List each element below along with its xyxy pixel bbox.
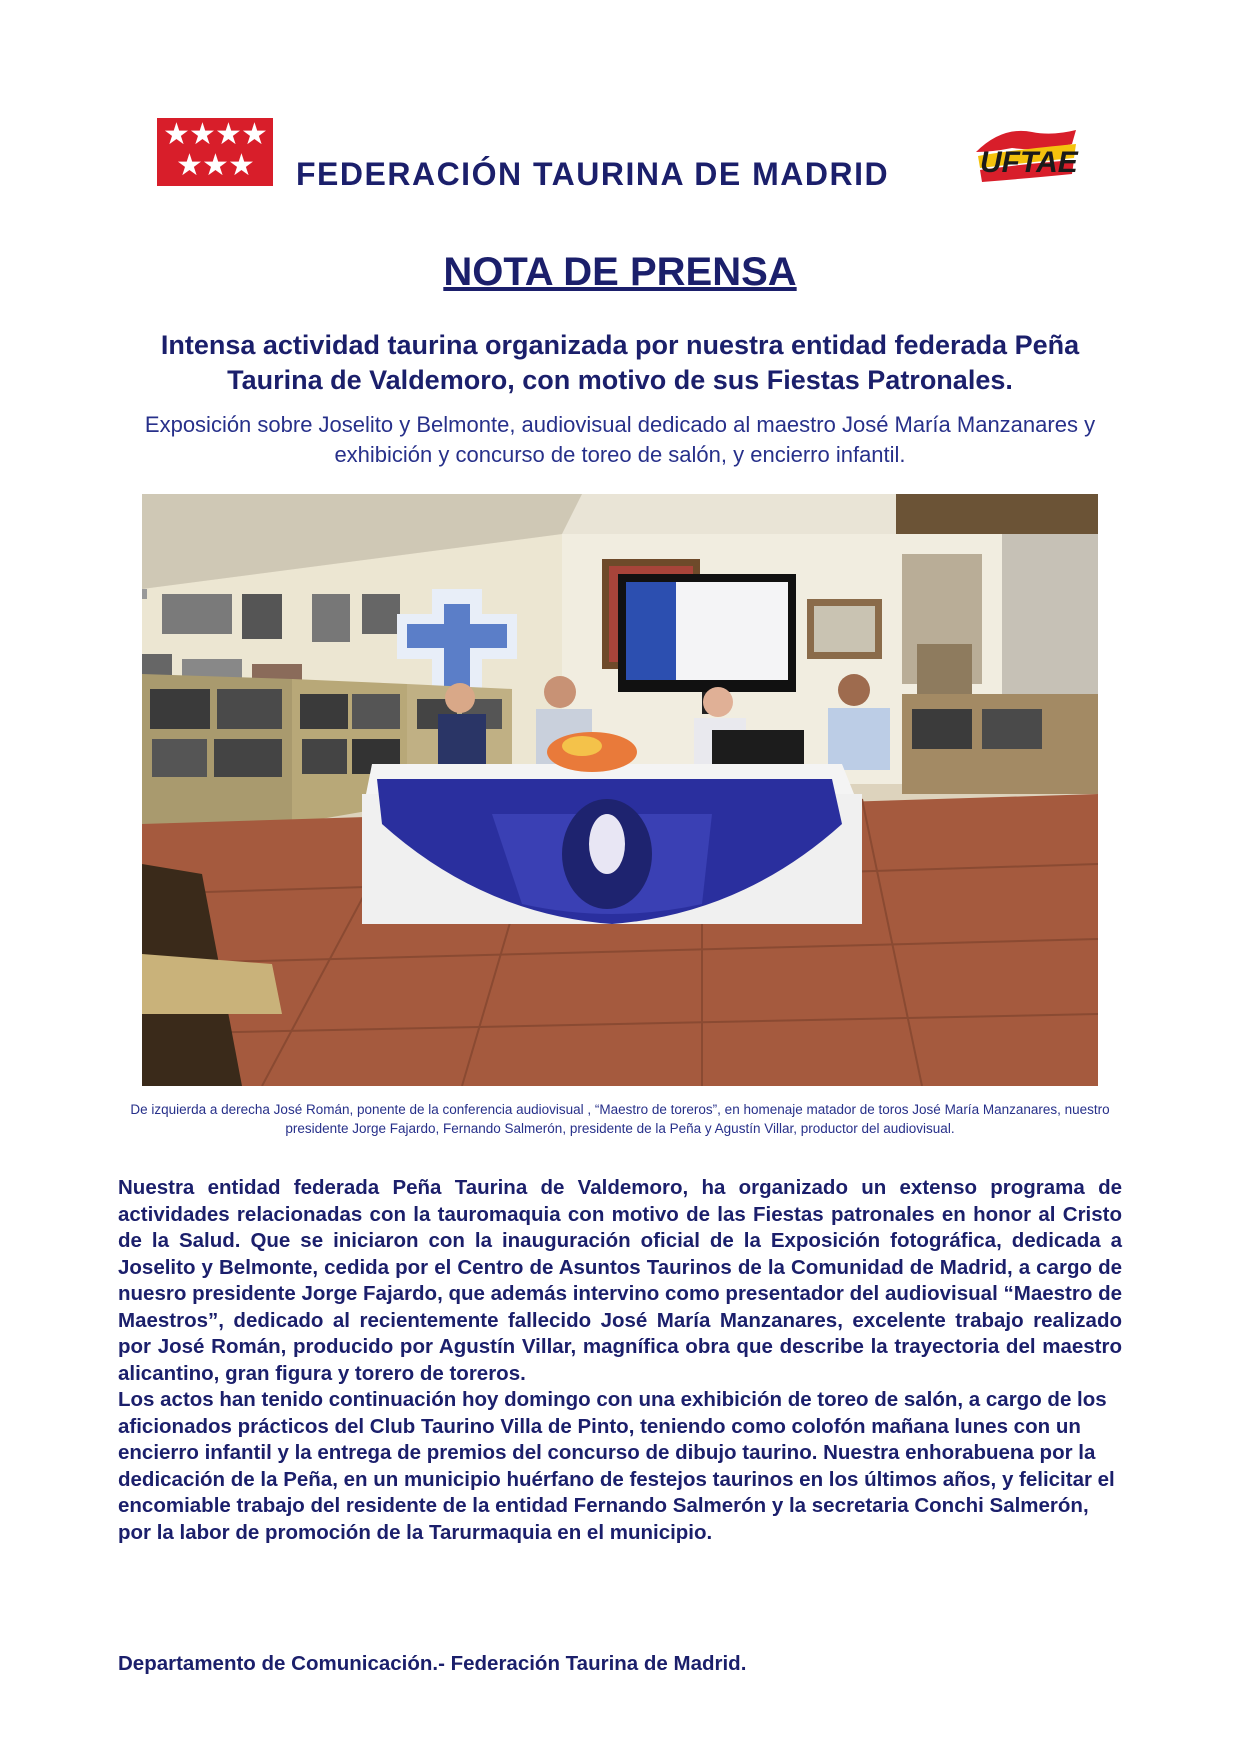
organization-title: FEDERACIÓN TAURINA DE MADRID bbox=[296, 156, 890, 192]
ufetae-logo bbox=[972, 122, 1082, 188]
body-paragraph-1: Nuestra entidad federada Peña Taurina de Valdemoro, ha organizado un extenso programa de actividades relacionadas con la tauromaquia con motivo de las Fiestas patronales en honor al Cristo de la Salud. Que se iniciaron con la inauguración oficial de la Exposición fotográfica, dedicada a Joselito y Belmonte, cedida por el Centro de Asuntos Taurinos de la Comunidad de Madrid, a cargo de nuesro presidente Jorge Fajardo, que además intervino como presentador del audiovisual “Maestro de Maestros”, dedicado al recientemente fallecido José María Manzanares, excelente trabajo realizado por José Román, producido por Agustín Villar, magnífica obra que describe la trayectoria del maestro alicantino, gran figura y torero de toreros. bbox=[118, 1176, 1122, 1385]
article-body bbox=[118, 1175, 1122, 1546]
star-icon: ★ bbox=[202, 148, 229, 183]
signature: Departamento de Comunicación.- Federación Taurina de Madrid. bbox=[118, 1652, 747, 1675]
ufetae-logo-text: UFTAE bbox=[980, 146, 1078, 179]
star-icon: ★ bbox=[176, 148, 203, 183]
star-icon: ★ bbox=[215, 117, 242, 152]
event-photo bbox=[142, 494, 1098, 1086]
photo-caption: De izquierda a derecha José Román, ponente de la conferencia audiovisual , “Maestro de toreros”, en homenaje matador de toros José María Manzanares, nuestro presidente Jorge Fajardo, Fernando Salmerón, presidente de la Peña y Agustín Villar, productor del audiovisual. bbox=[130, 1102, 1110, 1136]
star-icon: ★ bbox=[228, 148, 255, 183]
star-icon: ★ bbox=[241, 117, 268, 152]
press-release-heading: NOTA DE PRENSA bbox=[443, 250, 797, 294]
subheadline: Exposición sobre Joselito y Belmonte, audiovisual dedicado al maestro José María Manzanares y exhibición y concurso de toreo de salón, y encierro infantil. bbox=[144, 412, 1096, 467]
star-icon: ★ bbox=[189, 117, 216, 152]
headline: Intensa actividad taurina organizada por nuestra entidad federada Peña Taurina de Valdemoro, con motivo de sus Fiestas Patronales. bbox=[160, 330, 1080, 395]
madrid-flag-logo bbox=[157, 118, 273, 186]
body-paragraph-2: Los actos han tenido continuación hoy domingo con una exhibición de toreo de salón, a cargo de los aficionados prácticos del Club Taurino Villa de Pinto, teniendo como colofón mañana lunes con un encierro infantil y la entrega de premios del concurso de dibujo taurino. Nuestra enhorabuena por la dedicación de la Peña, en un municipio huérfano de festejos taurinos en los últimos años, y felicitar el encomiable trabajo del residente de la entidad Fernando Salmerón y la secretaria Conchi Salmerón, por la labor de promoción de la Tarurmaquia en el municipio. bbox=[118, 1388, 1115, 1544]
star-icon: ★ bbox=[163, 117, 190, 152]
